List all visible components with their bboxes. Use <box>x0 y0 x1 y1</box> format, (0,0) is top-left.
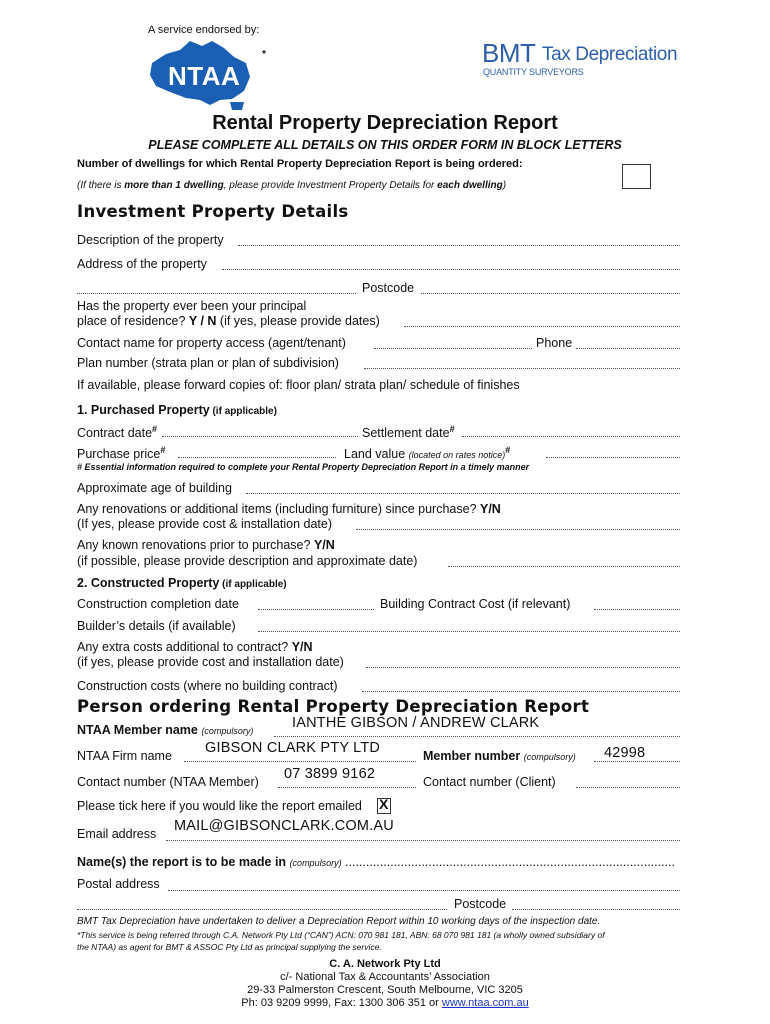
ntaa-logo-text: NTAA <box>168 61 241 91</box>
postal-postcode-label: Postcode <box>454 897 507 911</box>
email-address-value[interactable]: MAIL@GIBSONCLARK.COM.AU <box>174 818 394 834</box>
ntaa-logo <box>146 39 271 111</box>
contact-member-label: Contact number (NTAA Member) <box>77 775 259 789</box>
firm-name-value[interactable]: GIBSON CLARK PTY LTD <box>205 740 381 756</box>
firm-name-label: NTAA Firm name <box>77 749 172 763</box>
dwellings-note: (If there is more than 1 dwelling, please provide Investment Property Details for each dwelling) <box>77 180 507 191</box>
dwellings-label: Number of dwellings for which Rental Property Depreciation Report is being ordered: <box>77 158 523 170</box>
renovations-label-line2: (If yes, please provide cost & installation date) <box>77 517 332 531</box>
known-renovations-label-line1: Any known renovations prior to purchase? Y/N <box>77 538 335 552</box>
footer-contact: Ph: 03 9209 9999, Fax: 1300 306 351 or www.ntaa.com.au <box>241 997 529 1009</box>
email-tick-label: Please tick here if you would like the report emailed <box>77 799 362 813</box>
completion-date-field[interactable] <box>258 609 374 610</box>
contract-date-field[interactable] <box>162 436 358 437</box>
contact-member-field[interactable] <box>278 787 416 788</box>
phone-label: Phone <box>536 336 573 350</box>
essential-info-note: # Essential information required to complete your Rental Property Depreciation Report in a timely manner <box>77 462 530 472</box>
member-number-label: Member number (compulsory) <box>423 749 576 763</box>
extra-costs-label-line2: (if yes, please provide cost and installation date) <box>77 655 344 669</box>
member-name-label: NTAA Member name (compulsory) <box>77 723 254 737</box>
renovations-field[interactable] <box>356 529 680 530</box>
constructed-heading: 2. Constructed Property (if applicable) <box>77 576 287 590</box>
ntaa-website-link[interactable]: www.ntaa.com.au <box>441 997 529 1009</box>
settlement-date-field[interactable] <box>462 436 680 437</box>
land-value-label: Land value (located on rates notice)# <box>344 445 511 462</box>
contact-client-label: Contact number (Client) <box>423 775 556 789</box>
footer-company: C. A. Network Pty Ltd <box>329 958 441 970</box>
postal-address-field-line2[interactable] <box>77 909 447 910</box>
building-age-field[interactable] <box>246 493 680 494</box>
residence-label-line2: place of residence? Y / N (if yes, please provide dates) <box>77 314 380 328</box>
contract-date-label: Contract date# <box>77 424 158 441</box>
footer-address: 29-33 Palmerston Crescent, South Melbourne, VIC 3205 <box>247 984 523 996</box>
contact-access-label: Contact name for property access (agent/tenant) <box>77 336 346 350</box>
firm-name-field[interactable] <box>184 761 416 762</box>
bmt-logo <box>482 38 682 78</box>
building-age-label: Approximate age of building <box>77 481 232 495</box>
purchased-heading: 1. Purchased Property (if applicable) <box>77 403 277 417</box>
email-address-field[interactable] <box>166 840 680 841</box>
contract-cost-field[interactable] <box>594 609 680 610</box>
ordering-heading: Person ordering Rental Property Depreciation Report <box>77 697 590 716</box>
description-label: Description of the property <box>77 233 224 247</box>
bmt-logo-name: Tax Depreciation <box>542 44 678 65</box>
member-name-value[interactable]: IANTHE GIBSON / ANDREW CLARK <box>292 715 540 731</box>
page-title: Rental Property Depreciation Report <box>212 112 558 134</box>
description-field[interactable] <box>238 245 680 246</box>
endorsed-label: A service endorsed by: <box>148 24 260 36</box>
residence-dates-field[interactable] <box>404 326 680 327</box>
member-number-value[interactable]: 42998 <box>604 745 646 761</box>
address-label: Address of the property <box>77 257 207 271</box>
investment-heading: Investment Property Details <box>77 202 349 221</box>
renovations-label-line1: Any renovations or additional items (including furniture) since purchase? Y/N <box>77 502 501 516</box>
phone-field[interactable] <box>576 348 680 349</box>
postal-postcode-field[interactable] <box>512 909 680 910</box>
settlement-date-label: Settlement date# <box>362 424 455 441</box>
address-field-line2[interactable] <box>77 293 356 294</box>
footer-care-of: c/- National Tax & Accountants’ Association <box>280 971 490 983</box>
contact-access-field[interactable] <box>374 348 532 349</box>
ntaa-asterisk: * <box>262 49 266 60</box>
land-value-field[interactable] <box>546 457 680 458</box>
undertaking-note: BMT Tax Depreciation have undertaken to deliver a Depreciation Report within 10 working days of the inspection date. <box>77 916 601 927</box>
purchase-price-field[interactable] <box>178 457 336 458</box>
member-number-field[interactable] <box>594 761 680 762</box>
known-renovations-label-line2: (if possible, please provide description and approximate date) <box>77 554 418 568</box>
purchase-price-label: Purchase price# <box>77 445 166 462</box>
bmt-logo-mark: BMT <box>482 38 536 68</box>
forward-copies-note: If available, please forward copies of: floor plan/ strata plan/ schedule of finishes <box>77 378 520 392</box>
extra-costs-field[interactable] <box>366 667 680 668</box>
bmt-logo-tagline: QUANTITY SURVEYORS <box>483 67 584 77</box>
contact-client-field[interactable] <box>576 787 680 788</box>
extra-costs-label-line1: Any extra costs additional to contract? Y/N <box>77 640 313 654</box>
known-renovations-field[interactable] <box>448 566 680 567</box>
construction-costs-field[interactable] <box>362 691 680 692</box>
member-name-field[interactable] <box>274 736 680 737</box>
postcode-field[interactable] <box>421 293 680 294</box>
plan-number-label: Plan number (strata plan or plan of subdivision) <box>77 356 339 370</box>
email-address-label: Email address <box>77 827 157 841</box>
postcode-label: Postcode <box>362 281 415 295</box>
postal-address-label: Postal address <box>77 877 160 891</box>
contact-member-value[interactable]: 07 3899 9162 <box>284 766 376 782</box>
email-report-checkbox[interactable] <box>377 798 391 814</box>
disclaimer-line1: *This service is being referred through C.A. Network Pty Ltd (“CAN”) ACN: 070 981 181, ABN: 68 070 981 181 (a wholly owned subsidiary of <box>77 930 605 940</box>
disclaimer-line2: the NTAA) as agent for BMT & ASSOC Pty Ltd as principal supplying the service. <box>77 942 382 952</box>
address-field[interactable] <box>222 269 680 270</box>
plan-number-field[interactable] <box>364 368 680 369</box>
email-report-check-mark: X <box>379 796 389 812</box>
dwellings-count-box[interactable] <box>622 164 651 189</box>
residence-label-line1: Has the property ever been your principal <box>77 299 307 313</box>
completion-date-label: Construction completion date <box>77 597 239 611</box>
report-names-label: Name(s) the report is to be made in (compulsory) ............................................................................................... <box>77 855 675 869</box>
contract-cost-label: Building Contract Cost (if relevant) <box>380 597 571 611</box>
postal-address-field[interactable] <box>168 890 680 891</box>
construction-costs-label: Construction costs (where no building contract) <box>77 679 338 693</box>
builder-details-field[interactable] <box>258 631 680 632</box>
block-letters-instruction: PLEASE COMPLETE ALL DETAILS ON THIS ORDER FORM IN BLOCK LETTERS <box>148 138 622 152</box>
builder-details-label: Builder’s details (if available) <box>77 619 236 633</box>
